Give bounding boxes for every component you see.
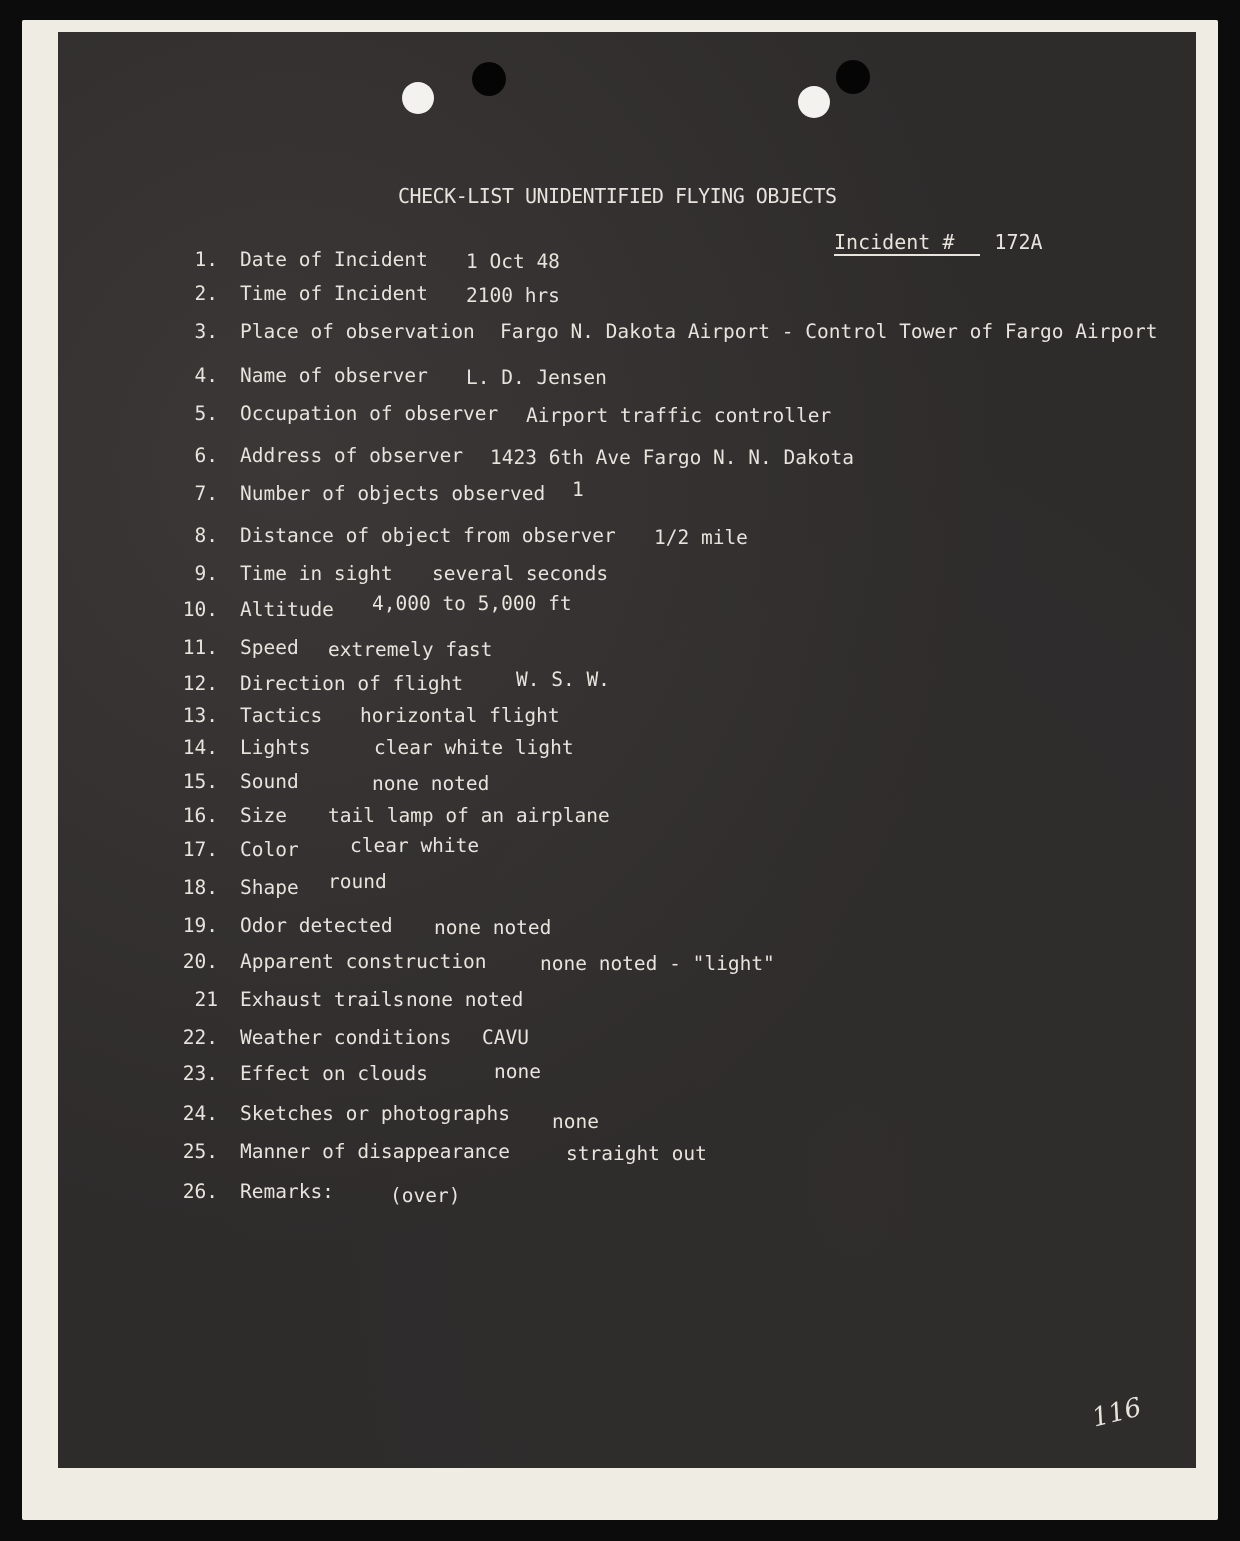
item-label: Address of observer — [240, 444, 464, 467]
item-number: 17. — [182, 838, 218, 861]
item-label: Exhaust trails — [240, 988, 405, 1011]
item-number: 18. — [182, 876, 218, 899]
item-label: Name of observer — [240, 364, 428, 387]
item-number: 23. — [182, 1062, 218, 1085]
item-value: 1/2 mile — [654, 526, 748, 549]
punch-hole — [402, 82, 434, 114]
item-number: 1. — [194, 248, 218, 271]
item-label: Size — [240, 804, 287, 827]
punch-hole — [836, 60, 870, 94]
item-label: Effect on clouds — [240, 1062, 428, 1085]
item-label: Color — [240, 838, 299, 861]
item-value: clear white — [350, 834, 480, 857]
item-label: Time in sight — [240, 562, 393, 585]
item-number: 24. — [182, 1102, 218, 1125]
item-number: 13. — [182, 704, 218, 727]
item-number: 15. — [182, 770, 218, 793]
item-label: Sketches or photographs — [240, 1102, 511, 1125]
item-value: (over) — [390, 1184, 461, 1207]
item-label: Speed — [240, 636, 299, 659]
incident-number — [834, 230, 1043, 254]
item-value: 1423 6th Ave Fargo N. N. Dakota — [490, 446, 854, 469]
item-number: 4. — [194, 364, 218, 387]
item-number: 20. — [182, 950, 218, 973]
item-value: 2100 hrs — [466, 284, 560, 307]
item-number: 26. — [182, 1180, 218, 1203]
item-value: none noted — [372, 772, 490, 795]
item-label: Number of objects observed — [240, 482, 546, 505]
item-value: Airport traffic controller — [526, 404, 832, 427]
item-value: L. D. Jensen — [466, 366, 607, 389]
item-number: 8. — [194, 524, 218, 547]
item-label: Occupation of observer — [240, 402, 499, 425]
item-number: 11. — [182, 636, 218, 659]
item-label: Apparent construction — [240, 950, 487, 973]
item-number: 16. — [182, 804, 218, 827]
item-label: Sound — [240, 770, 299, 793]
item-number: 21 — [194, 988, 218, 1011]
item-number: 19. — [182, 914, 218, 937]
item-label: Time of Incident — [240, 282, 428, 305]
item-label: Lights — [240, 736, 311, 759]
item-number: 25. — [182, 1140, 218, 1163]
item-value: 4,000 to 5,000 ft — [372, 592, 572, 615]
item-number: 7. — [194, 482, 218, 505]
item-value: 1 Oct 48 — [466, 250, 560, 273]
item-value: round — [328, 870, 387, 893]
incident-value: 172A — [994, 230, 1043, 254]
item-label: Shape — [240, 876, 299, 899]
item-value: extremely fast — [328, 638, 493, 661]
item-number: 22. — [182, 1026, 218, 1049]
item-number: 9. — [194, 562, 218, 585]
item-number: 6. — [194, 444, 218, 467]
item-label: Place of observation — [240, 320, 475, 343]
item-number: 3. — [194, 320, 218, 343]
photostat-sheet — [58, 32, 1196, 1468]
item-value: none noted — [406, 988, 524, 1011]
item-value: 1 — [572, 478, 584, 501]
item-value: straight out — [566, 1142, 707, 1165]
item-value: none noted - "light" — [540, 952, 775, 975]
item-label: Distance of object from observer — [240, 524, 616, 547]
item-value: horizontal flight — [360, 704, 560, 727]
item-value: CAVU — [482, 1026, 529, 1049]
item-value: tail lamp of an airplane — [328, 804, 610, 827]
item-label: Tactics — [240, 704, 323, 727]
incident-label: Incident # — [834, 230, 980, 256]
item-value: none — [552, 1110, 599, 1133]
punch-hole — [472, 62, 506, 96]
item-label: Manner of disappearance — [240, 1140, 511, 1163]
item-label: Date of Incident — [240, 248, 428, 271]
item-number: 10. — [182, 598, 218, 621]
item-value: none noted — [434, 916, 552, 939]
document-title: CHECK-LIST UNIDENTIFIED FLYING OBJECTS — [398, 184, 837, 208]
item-value: W. S. W. — [516, 668, 610, 691]
item-number: 14. — [182, 736, 218, 759]
item-value: Fargo N. Dakota Airport - Control Tower of Fargo Airport — [500, 320, 1158, 343]
item-value: none — [494, 1060, 541, 1083]
item-label: Direction of flight — [240, 672, 464, 695]
item-value: several seconds — [432, 562, 609, 585]
item-number: 5. — [194, 402, 218, 425]
item-label: Weather conditions — [240, 1026, 452, 1049]
item-value: clear white light — [374, 736, 574, 759]
punch-hole — [798, 86, 830, 118]
item-number: 2. — [194, 282, 218, 305]
item-label: Altitude — [240, 598, 334, 621]
item-label: Odor detected — [240, 914, 393, 937]
item-number: 12. — [182, 672, 218, 695]
item-label: Remarks: — [240, 1180, 334, 1203]
handwritten-page-number: 116 — [1089, 1392, 1145, 1434]
